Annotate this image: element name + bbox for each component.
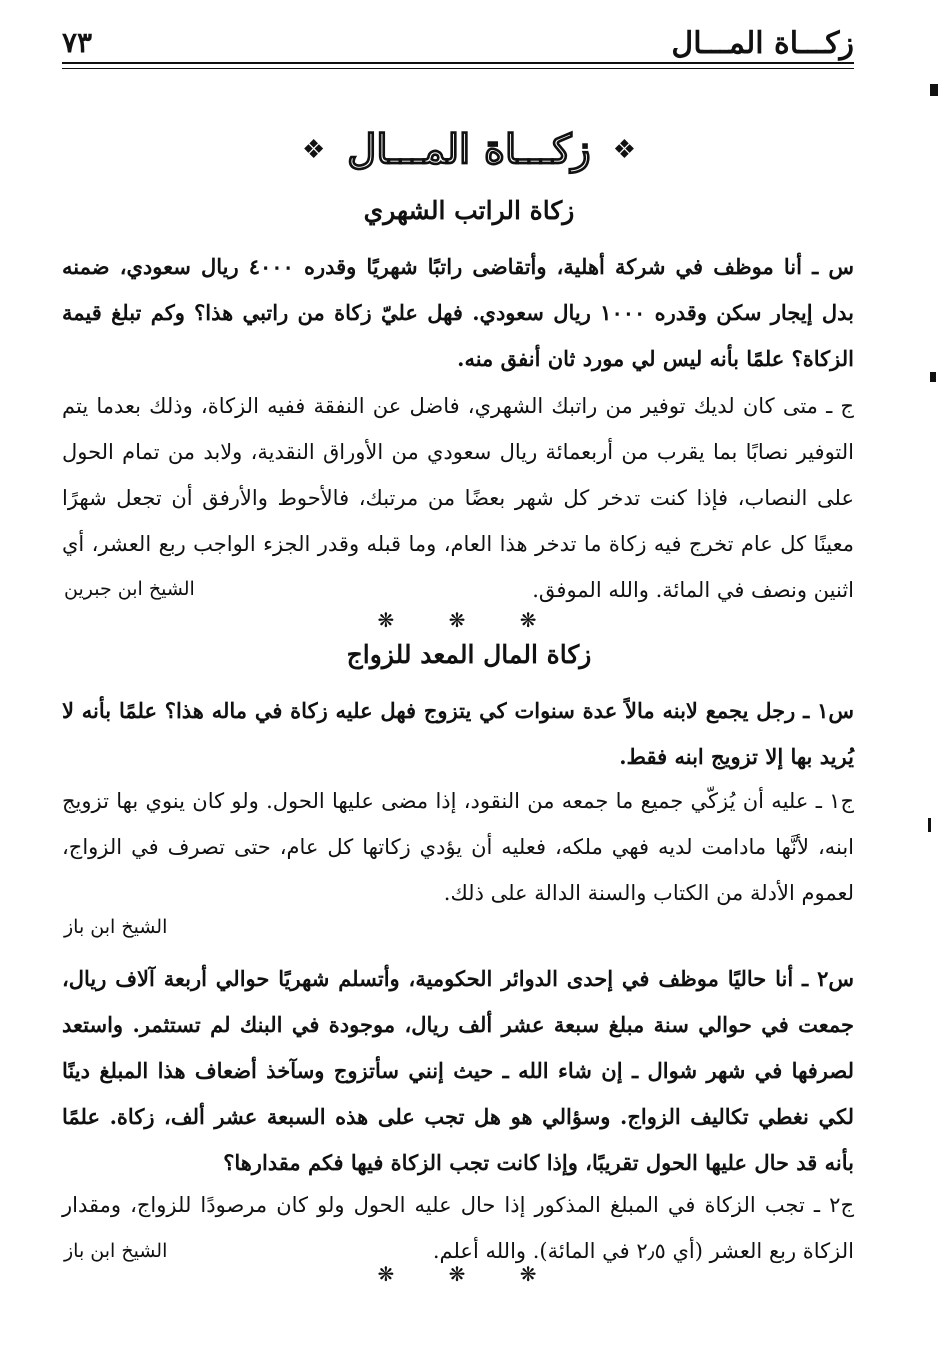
answer-text: ج ـ متى كان لديك توفير من راتبك الشهري، فاضل عن النفقة ففيه الزكاة، وذلك بعدما يتم التوفير نصابًا بما يقرب من أربعمائة ريال سعودي من الأوراق النقدية، ولابد من تمام الحول على النصاب، فإذا كنت تدخر كل شهر بعضًا من مرتبك، فالأحوط والأرفق أن تجعل شهرًا معينًا كل عام تخرج فيه زكاة ما تدخر هذا العام، وما قبله وقدر الجزء الواجب ربع العشر، أي اثنين ونصف في المائة. والله الموفق. (62, 394, 854, 602)
question-text: س٢ ـ أنا حاليًا موظف في إحدى الدوائر الحكومية، وأتسلم شهريًا حوالي أربعة آلاف ريال، جمعت في حوالي سنة مبلغ سبعة عشر ألف ريال، موجودة في البنك لم تستثمر. واستعد لصرفها في شهر شوال ـ إن شاء الله ـ حيث إنني سأتزوج وسآخذ أضعاف هذا المبلغ دينًا لكي نغطي تكاليف الزواج. وسؤالي هو هل تجب على هذه السبعة عشر ألف، زكاة. علمًا بأنه قد حال عليها الحول تقريبًا، وإذا كانت تجب الزكاة فيها فكم مقدارها؟ (62, 966, 854, 1175)
answer-text: ج١ ـ عليه أن يُزكّي جميع ما جمعه من النقود، إذا مضى عليها الحول. ولو كان ينوي بها تزويج ابنه، لأنَّها مادامت لديه فهي ملكه، فعليه أن يؤدي زكاتها كل عام، حتى تصرف في الزواج، لعموم الأدلة من الكتاب والسنة الدالة على ذلك. (62, 789, 854, 905)
sheikh-signature: الشيخ ابن جبرين (64, 578, 195, 600)
margin-mark (930, 84, 938, 96)
sheikh-signature: الشيخ ابن باز (64, 1240, 168, 1262)
sheikh-signature: الشيخ ابن باز (64, 916, 168, 938)
header-rule-thin (62, 68, 854, 69)
ornament-icon: ❖ (612, 134, 637, 165)
page-number: ٧٣ (62, 26, 93, 59)
ornament-icon: ❖ (301, 134, 326, 165)
section-heading: زكاة المال المعد للزواج (346, 640, 592, 669)
answer-text: ج٢ ـ تجب الزكاة في المبلغ المذكور إذا حال عليه الحول ولو كان مرصودًا للزواج، ومقدار الزكاة ربع العشر (أي ٢٫٥ في المائة). والله أعلم. (62, 1193, 854, 1263)
running-header-title: زكـــاة المـــال (671, 26, 854, 61)
separator: ❋ ❋ ❋ (377, 1262, 561, 1286)
margin-mark (928, 818, 931, 832)
separator: ❋ ❋ ❋ (377, 608, 561, 632)
margin-mark (930, 372, 936, 382)
question-text: س١ ـ رجل يجمع لابنه مالاً عدة سنوات كي يتزوج فهل عليه زكاة في ماله هذا؟ علمًا بأنه لا يُريد بها إلا تزويج ابنه فقط. (62, 698, 854, 769)
question-text: س ـ أنا موظف في شركة أهلية، وأتقاضى راتبًا شهريًا وقدره ٤٠٠٠ ريال سعودي، ضمنه بدل إيجار سكن وقدره ١٠٠٠ ريال سعودي. فهل عليّ زكاة من راتبي هذا؟ وكم تبلغ قيمة الزكاة؟ علمًا بأنه ليس لي مورد ثان أنفق منه. (62, 254, 855, 371)
chapter-title-text: زكـــاة المـــال (347, 126, 591, 173)
chapter-title (0, 126, 938, 192)
header-rule (62, 62, 854, 64)
section-heading: زكاة الراتب الشهري (363, 196, 575, 225)
